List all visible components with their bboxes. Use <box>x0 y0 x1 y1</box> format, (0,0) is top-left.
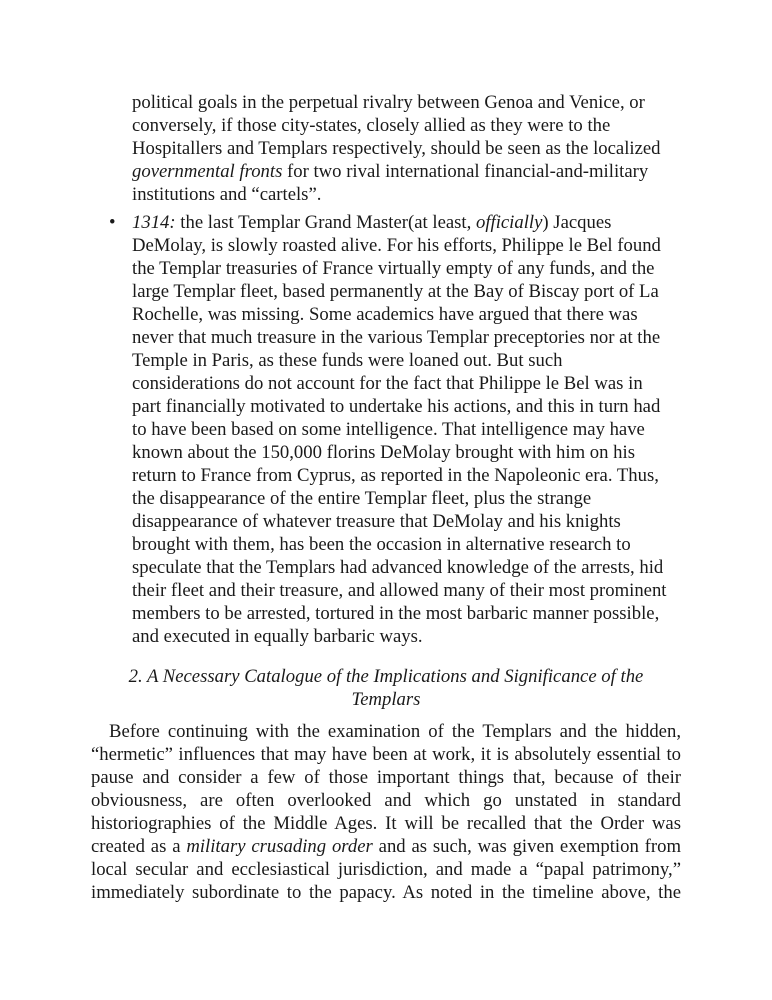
text-line <box>132 160 692 183</box>
heading-line: Templars <box>351 689 421 710</box>
text-line: return to France from Cyprus, as reported in the Napoleonic era. Thus, <box>132 465 659 486</box>
text-line: “hermetic” influences that may have been at work, it is absolutely essential to <box>91 744 681 765</box>
text-line: the Templar treasuries of France virtually empty of any funds, and the <box>132 258 655 279</box>
continued-bullet-text <box>132 91 692 206</box>
text-line: historiographies of the Middle Ages. It will be recalled that the Order was <box>91 813 681 834</box>
bullet-marker: • <box>109 212 116 233</box>
body-paragraph <box>91 720 681 904</box>
italic-phrase: military crusading order <box>186 836 373 857</box>
text-line <box>91 835 681 858</box>
text-fragment: the last Templar Grand Master(at least, <box>175 212 476 233</box>
text-fragment: and as such, was given exemption from <box>372 836 681 857</box>
timeline-bullet-1314 <box>132 211 692 648</box>
text-fragment: for two rival international financial-and-military <box>282 161 649 182</box>
text-line: considerations do not account for the fact that Philippe le Bel was in <box>132 373 643 394</box>
text-line: large Templar fleet, based permanently at the Bay of Biscay port of La <box>132 281 659 302</box>
italic-phrase: governmental fronts <box>132 161 283 182</box>
text-fragment: ) Jacques <box>542 212 612 233</box>
text-line: DeMolay, is slowly roasted alive. For his efforts, Philippe le Bel found <box>132 235 661 256</box>
italic-word: officially <box>475 212 543 233</box>
text-line: conversely, if those city-states, closely allied as they were to the <box>132 115 611 136</box>
text-line: immediately subordinate to the papacy. As noted in the timeline above, the <box>91 882 681 903</box>
text-line: the disappearance of the entire Templar fleet, plus the strange <box>132 488 592 509</box>
text-line: pause and consider a few of those important things that, because of their <box>91 767 681 788</box>
text-line: part financially motivated to undertake his actions, and this in turn had <box>132 396 661 417</box>
heading-line: 2. A Necessary Catalogue of the Implications and Significance of the <box>128 666 644 687</box>
text-line: institutions and “cartels”. <box>132 184 322 205</box>
text-line: political goals in the perpetual rivalry between Genoa and Venice, or <box>132 92 645 113</box>
text-line: Rochelle, was missing. Some academics have argued that there was <box>132 304 638 325</box>
text-line: never that much treasure in the various Templar preceptories nor at the <box>132 327 661 348</box>
text-line: known about the 150,000 florins DeMolay brought with him on his <box>132 442 635 463</box>
text-line: brought with them, has been the occasion in alternative research to <box>132 534 631 555</box>
text-line: Temple in Paris, as these funds were loaned out. But such <box>132 350 563 371</box>
text-line: their fleet and their treasure, and allowed many of their most prominent <box>132 580 667 601</box>
text-line: members to be arrested, tortured in the most barbaric manner possible, <box>132 603 660 624</box>
text-line: obviousness, are often overlooked and which go unstated in standard <box>91 790 681 811</box>
text-line: speculate that the Templars had advanced knowledge of the arrests, hid <box>132 557 664 578</box>
year-label: 1314: <box>132 212 176 233</box>
text-line: disappearance of whatever treasure that DeMolay and his knights <box>132 511 621 532</box>
section-heading <box>92 665 680 711</box>
text-line: and executed in equally barbaric ways. <box>132 626 423 647</box>
text-line: Before continuing with the examination of the Templars and the hidden, <box>109 721 681 742</box>
text-line: to have been based on some intelligence. That intelligence may have <box>132 419 645 440</box>
text-line: local secular and ecclesiastical jurisdiction, and made a “papal patrimony,” <box>91 859 681 880</box>
text-line: Hospitallers and Templars respectively, should be seen as the localized <box>132 138 661 159</box>
text-line <box>132 211 692 234</box>
text-fragment: created as a <box>91 836 187 857</box>
